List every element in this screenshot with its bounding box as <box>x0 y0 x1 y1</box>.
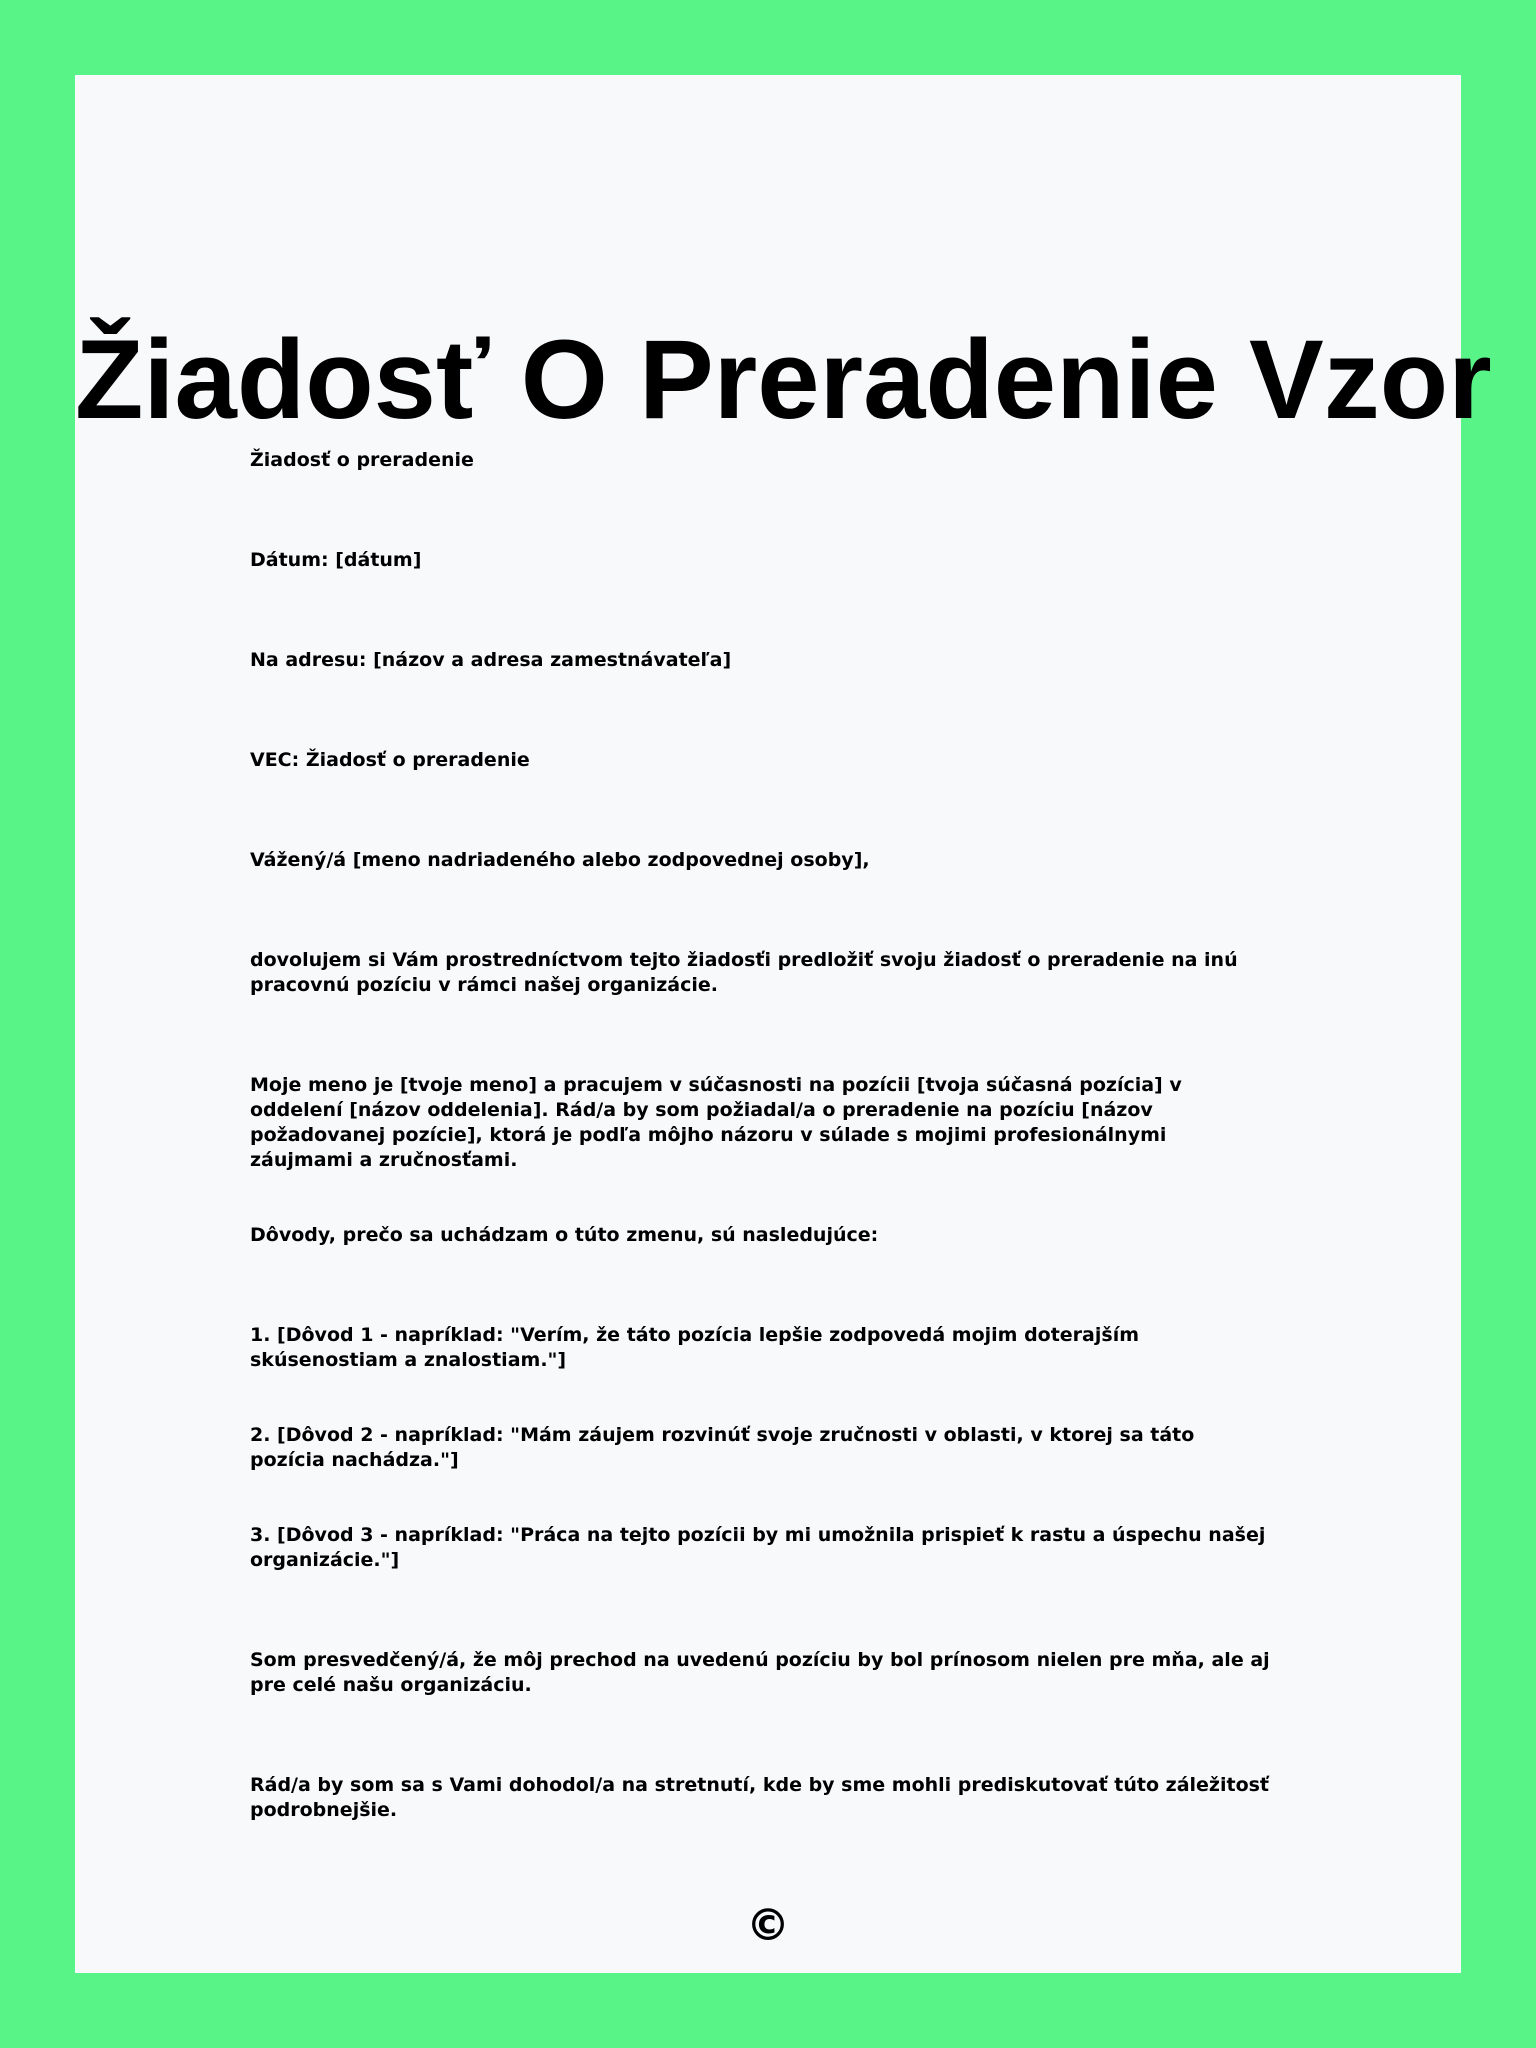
paragraph-meeting: Rád/a by som sa s Vami dohodol/a na stretnutí, kde by sme mohli prediskutovať túto záležitosť podrobnejšie. <box>250 1774 1270 1821</box>
paragraph-date: Dátum: [dátum] <box>250 549 422 571</box>
paragraph-address: Na adresu: [názov a adresa zamestnávateľa] <box>250 649 732 671</box>
document-page <box>75 75 1492 1973</box>
document-title: Žiadosť O Preradenie Vzor <box>75 317 1492 442</box>
paragraph-reason-3: 3. [Dôvod 3 - napríklad: "Práca na tejto pozícii by mi umožnila prispieť k rastu a úspechu našej organizácie."] <box>250 1524 1266 1571</box>
paragraph-salutation: Vážený/á [meno nadriadeného alebo zodpovednej osoby], <box>250 849 870 871</box>
paragraph-reason-2: 2. [Dôvod 2 - napríklad: "Mám záujem rozvinúť svoje zručnosti v oblasti, v ktorej sa táto pozícia nachádza."] <box>250 1424 1195 1471</box>
paragraph-details: Moje meno je [tvoje meno] a pracujem v súčasnosti na pozícii [tvoja súčasná pozícia] v oddelení [názov oddelenia]. Rád/a by som požiadal/a o preradenie na pozíciu [názov požadovanej pozície], ktorá je podľa môjho názoru v súlade s mojimi profesionálnymi záujmami a zručnosťami. <box>250 1074 1182 1171</box>
paragraph-reasons-intro: Dôvody, prečo sa uchádzam o túto zmenu, sú nasledujúce: <box>250 1224 879 1246</box>
paragraph-reason-1: 1. [Dôvod 1 - napríklad: "Verím, že táto pozícia lepšie zodpovedá mojim doterajším skúsenostiam a znalostiam."] <box>250 1324 1140 1371</box>
copyright-icon: © <box>746 1900 790 1951</box>
paragraph-subject: VEC: Žiadosť o preradenie <box>250 749 530 771</box>
paragraph-conviction: Som presvedčený/á, že môj prechod na uvedenú pozíciu by bol prínosom nielen pre mňa, ale aj pre celé našu organizáciu. <box>250 1649 1270 1696</box>
paragraph-intro: dovolujem si Vám prostredníctvom tejto žiadosťi predložiť svoju žiadosť o preradenie na inú pracovnú pozíciu v rámci našej organizácie. <box>250 949 1238 996</box>
paragraph-heading: Žiadosť o preradenie <box>250 449 474 471</box>
